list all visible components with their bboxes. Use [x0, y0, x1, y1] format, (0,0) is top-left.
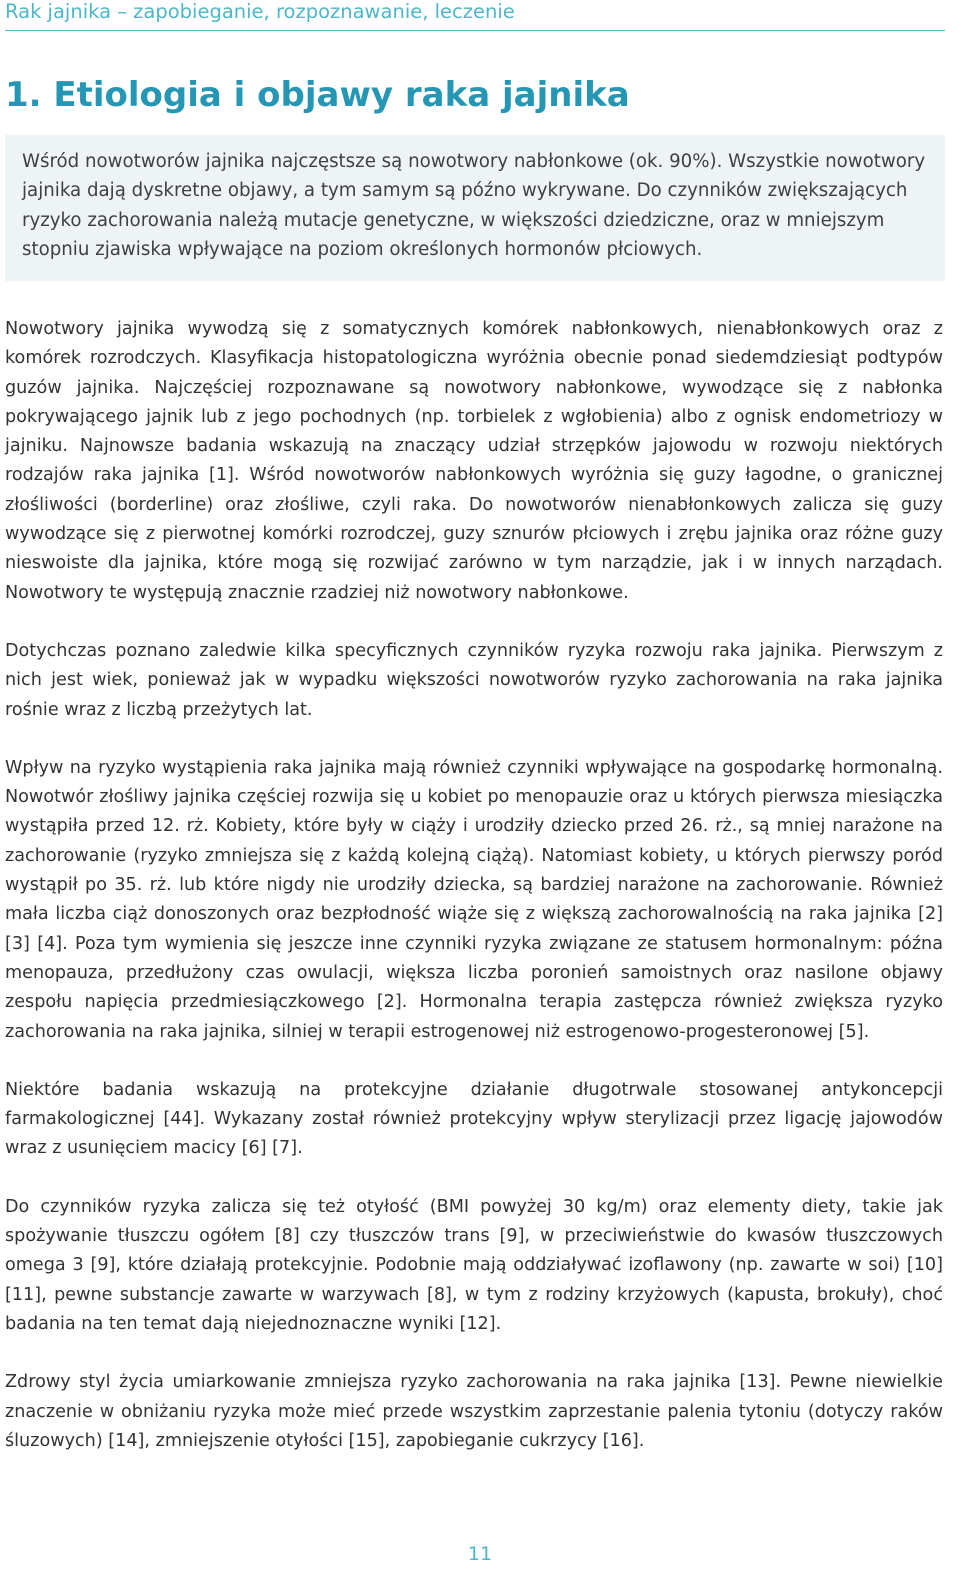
header-divider	[5, 30, 945, 31]
chapter-title: 1. Etiologia i objawy raka jajnika	[5, 75, 630, 115]
page-number: 11	[467, 1543, 493, 1565]
paragraph: Zdrowy styl życia umiarkowanie zmniejsza ryzyko zachorowania na raka jajnika [13]. Pewne niewielkie znaczenie w obniżaniu ryzyka może mieć przede wszystkim zaprzestanie palenia tytoniu (dotyczy raków śluzowych) [14], zmniejszenie otyłości [15], zapobieganie cukrzycy [16].	[5, 1372, 943, 1451]
paragraph: Wpływ na ryzyko wystąpienia raka jajnika mają również czynniki wpływające na gospodarkę hormonalną. Nowotwór złośliwy jajnika częściej rozwija się u kobiet po menopauzie oraz u których pierwsza miesiączka wystąpiła przed 12. rż. Kobiety, które były w ciąży i urodziły dziecko przed 26. rż., są mniej narażone na zachorowanie (ryzyko zmniejsza się z każdą kolejną ciążą). Natomiast kobiety, u których pierwszy poród wystąpił po 35. rż. lub które nigdy nie urodziły dziecka, są bardziej narażone na zachorowanie. Również mała liczba ciąż donoszonych oraz bezpłodność wiąże się z większą zachorowalnością na raka jajnika [2] [3] [4]. Poza tym wymienia się jeszcze inne czynniki ryzyka związane ze statusem hormonalnym: późna menopauza, przedłużony czas owulacji, większa liczba poronień samoistnych oraz nasilone objawy zespołu napięcia przedmiesiączkowego [2]. Hormonalna terapia zastępcza również zwiększa ryzyko zachorowania na raka jajnika, silniej w terapii estrogenowej niż estrogenowo-progesteronowej [5].	[5, 757, 943, 1042]
paragraph: Niektóre badania wskazują na protekcyjne działanie długotrwale stosowanej antykoncepcji farmakologicznej [44]. Wykazany został również protekcyjny wpływ sterylizacji przez ligację jajowodów wraz z usunięciem macicy [6] [7].	[5, 1079, 943, 1159]
paragraph: Nowotwory jajnika wywodzą się z somatycznych komórek nabłonkowych, nienabłonkowych oraz z komórek rozrodczych. Klasyfikacja histopatologiczna wyróżnia obecnie ponad siedemdziesiąt podtypów guzów jajnika. Najczęściej rozpoznawane są nowotwory nabłonkowe, wywodzące się z nabłonka pokrywającego jajnik lub z jego pochodnych (np. torbielek z wgłobienia) albo z ognisk endometriozy w jajniku. Najnowsze badania wskazują na znaczący udział strzępków jajowodu w rozwoju niektórych rodzajów raka jajnika [1]. Wśród nowotworów nabłonkowych wyróżnia się guzy łagodne, o granicznej złośliwości (borderline) oraz złośliwe, czyli raka. Do nowotworów nienabłonkowych zalicza się guzy wywodzące się z pierwotnej komórki rozrodczej, guzy sznurów płciowych i zrębu jajnika oraz różne guzy nieswoiste dla jajnika, które mogą się rozwijać zarówno w tym narządzie, jak i w innych narządach. Nowotwory te występują znacznie rzadziej niż nowotwory nabłonkowe.	[5, 319, 943, 603]
paragraph: Dotychczas poznano zaledwie kilka specyficznych czynników ryzyka rozwoju raka jajnika. Pierwszym z nich jest wiek, ponieważ jak w wypadku większości nowotworów ryzyko zachorowania na raka jajnika rośnie wraz z liczbą przeżytych lat.	[5, 640, 943, 720]
paragraph: Do czynników ryzyka zalicza się też otyłość (BMI powyżej 30 kg/m) oraz elementy diety, takie jak spożywanie tłuszczu ogółem [8] czy tłuszczów trans [9], w przeciwieństwie do kwasów tłuszczowych omega 3 [9], które działają protekcyjnie. Podobnie mają oddziaływać izoflawony (np. zawarte w soi) [10] [11], pewne substancje zawarte w warzywach [8], w tym z rodziny krzyżowych (kapusta, brokuły), choć badania na ten temat dają niejednoznaczne wyniki [12].	[5, 1196, 943, 1334]
summary-text: Wśród nowotworów jajnika najczęstsze są nowotwory nabłonkowe (ok. 90%). Wszystkie nowotwory jajnika dają dyskretne objawy, a tym samym są późno wykrywane. Do czynników zwiększających ryzyko zachorowania należą mutacje genetyczne, w większości dziedziczne, oraz w mniejszym stopniu zjawiska wpływające na poziom określonych hormonów płciowych.	[22, 151, 926, 260]
summary-box	[5, 135, 945, 281]
body-text	[5, 315, 943, 1485]
running-header: Rak jajnika – zapobieganie, rozpoznawanie, leczenie	[5, 0, 515, 23]
